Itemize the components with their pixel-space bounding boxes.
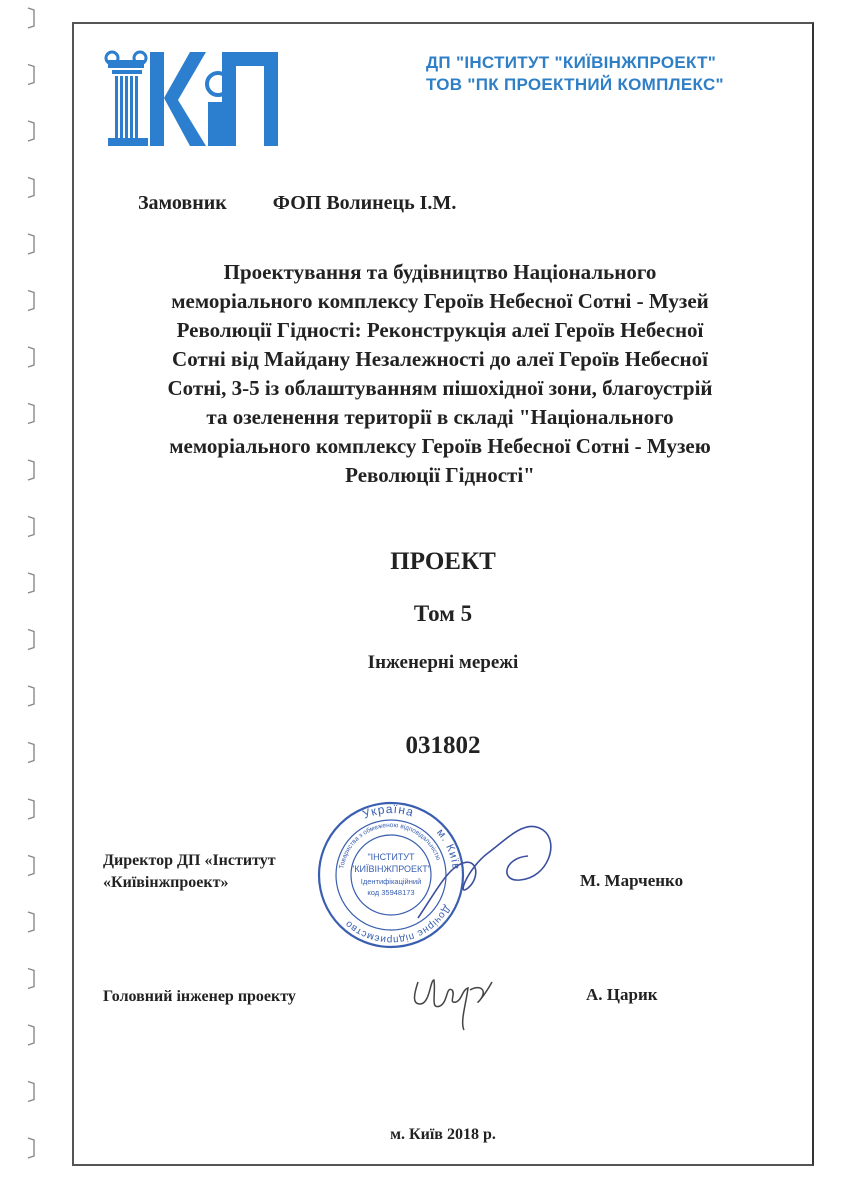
section-title: Інженерні мережі	[367, 652, 519, 673]
stamp-center-line-3: Ідентифікаційний	[360, 877, 422, 886]
document-type: ПРОЕКТ	[390, 548, 496, 575]
project-title-line: Революції Гідності: Реконструкція алеї Героїв Небесної	[176, 318, 704, 342]
director-signature	[408, 808, 568, 928]
project-title	[95, 258, 785, 490]
document-code: 031802	[405, 732, 481, 759]
engineer-role: Головний інженер проекту	[103, 988, 296, 1005]
organization-header	[426, 52, 796, 96]
binding-hole	[28, 630, 34, 650]
project-title-line: Проектування та будівництво Національного	[223, 260, 657, 284]
binding-hole	[28, 65, 34, 85]
kip-logo	[104, 46, 284, 156]
binding-marks	[0, 0, 40, 1200]
binding-hole	[28, 912, 34, 932]
binding-hole	[28, 347, 34, 367]
project-title-line: Революції Гідності"	[345, 463, 535, 487]
binding-hole	[28, 1082, 34, 1102]
director-role	[103, 850, 276, 894]
stamp-inner-top: Товариства з обмеженою відповідальністю	[338, 821, 442, 870]
binding-hole	[28, 121, 34, 141]
stamp-outer-left: Дочірнє підприємство	[343, 903, 453, 946]
customer-value: ФОП Волинець І.М.	[272, 192, 457, 214]
binding-hole	[28, 1138, 34, 1158]
volume-number: Том 5	[413, 601, 473, 626]
organization-line-1: ДП "ІНСТИТУТ "КИЇВІНЖПРОЕКТ"	[426, 53, 717, 72]
project-title-line: меморіального комплексу Героїв Небесної Сотні - Музей	[171, 289, 709, 313]
project-title-line: Сотні, 3-5 із облаштуванням пішохідної зони, благоустрій	[167, 376, 713, 400]
binding-hole	[28, 404, 34, 424]
director-role-line-1: Директор ДП «Інститут	[103, 852, 276, 869]
engineer-name: А. Царик	[586, 985, 658, 1004]
project-title-line: Сотні від Майдану Незалежності до алеї Героїв Небесної	[172, 347, 708, 371]
stamp-outer-top: Україна	[360, 801, 416, 822]
project-title-line: та озеленення території в складі "Національного	[206, 405, 674, 429]
binding-hole	[28, 1025, 34, 1045]
director-role-line-2: «Київінжпроект»	[103, 874, 229, 891]
binding-hole	[28, 856, 34, 876]
engineer-signature	[400, 960, 510, 1040]
organization-line-2: ТОВ "ПК ПРОЕКТНИЙ КОМПЛЕКС"	[426, 75, 724, 94]
binding-hole	[28, 743, 34, 763]
binding-hole	[28, 234, 34, 254]
binding-hole	[28, 573, 34, 593]
binding-hole	[28, 799, 34, 819]
stamp-center-line-1: "ІНСТИТУТ	[367, 852, 415, 862]
binding-hole	[28, 686, 34, 706]
stamp-center-line-4: код 35948173	[367, 888, 415, 897]
customer-line	[138, 192, 456, 215]
project-title-line: меморіального комплексу Героїв Небесної Сотні - Музею	[169, 434, 711, 458]
customer-label: Замовник	[138, 192, 227, 214]
binding-hole	[28, 291, 34, 311]
binding-hole	[28, 178, 34, 198]
binding-hole	[28, 460, 34, 480]
director-name: М. Марченко	[580, 871, 684, 890]
stamp-center-line-2: "КИЇВІНЖПРОЕКТ"	[351, 864, 431, 874]
stamp-outer-right: м. Київ	[434, 826, 462, 871]
binding-hole	[28, 969, 34, 989]
binding-hole	[28, 517, 34, 537]
place-date: м. Київ 2018 р.	[390, 1126, 496, 1143]
binding-hole	[28, 8, 34, 28]
